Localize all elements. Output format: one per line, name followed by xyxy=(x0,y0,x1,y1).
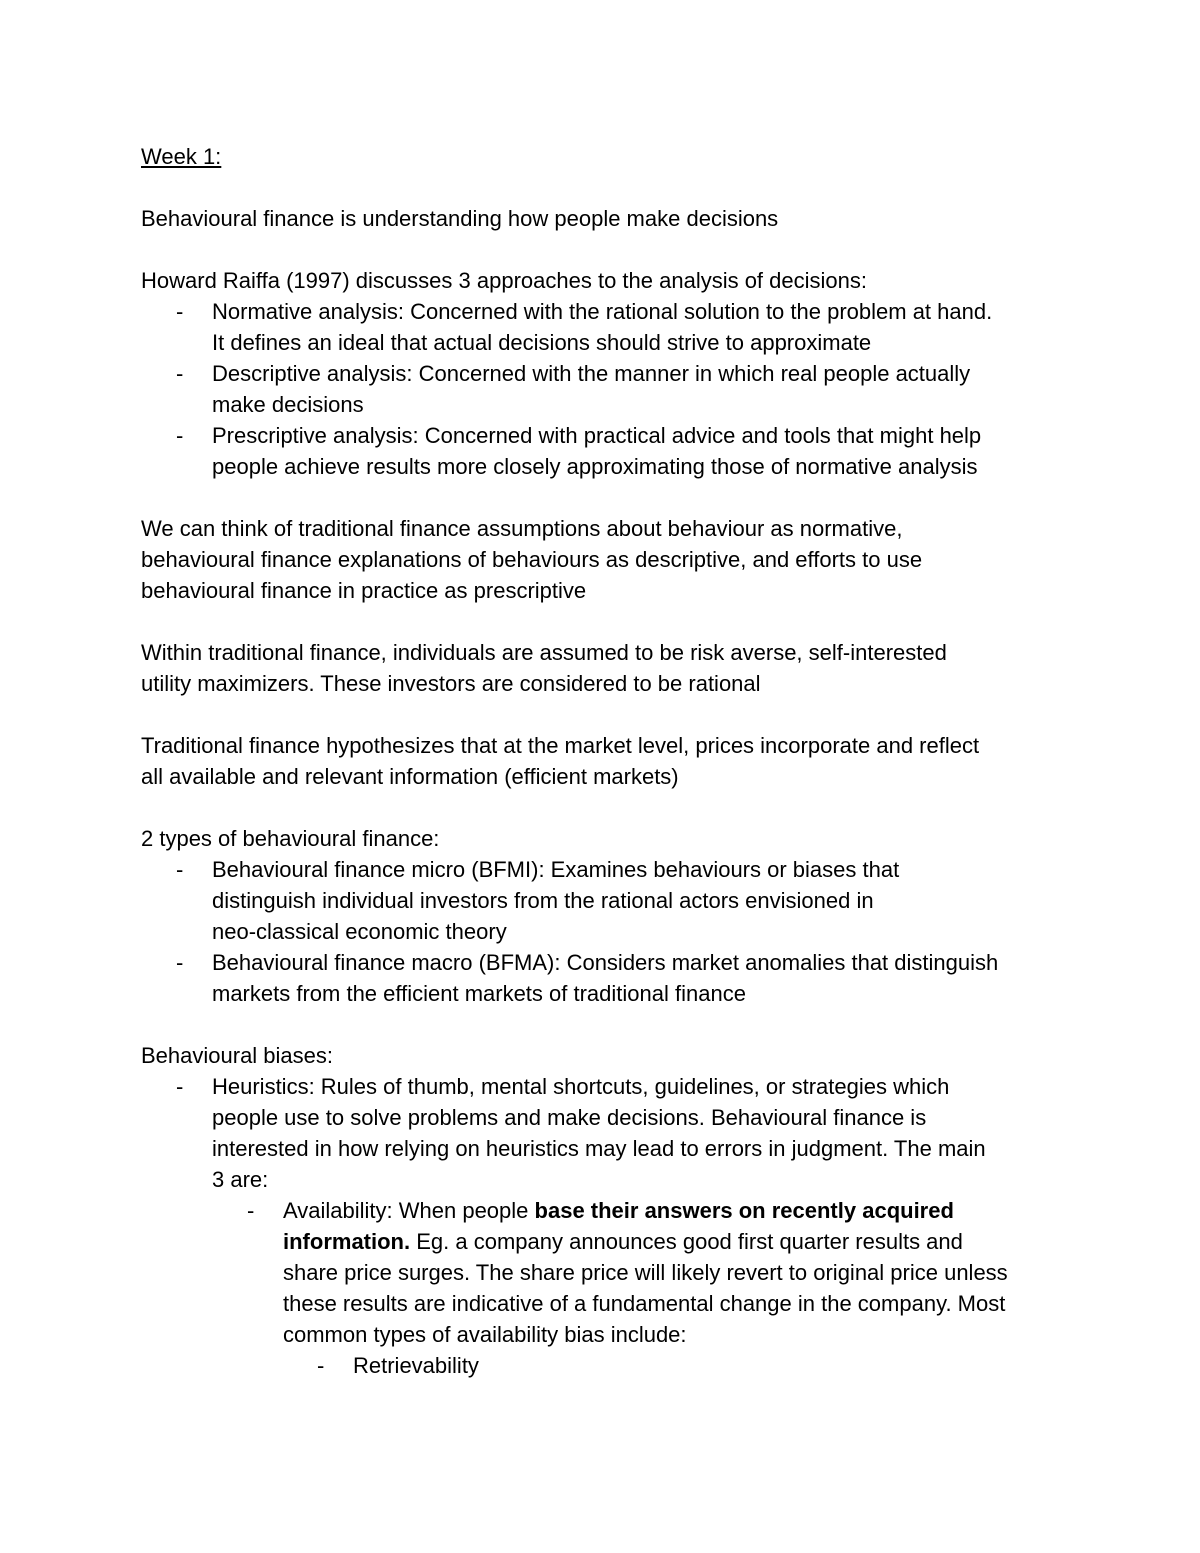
biases-list xyxy=(141,1071,1071,1381)
intro-paragraph: Behavioural finance is understanding how people make decisions xyxy=(141,206,779,231)
approaches-list xyxy=(141,296,1071,482)
efficient-markets-paragraph: Traditional finance hypothesizes that at the market level, prices incorporate and reflect all available and relevant information (efficient markets) xyxy=(141,733,980,789)
bold-text: base their answers on recently acquired xyxy=(534,1198,954,1223)
raiffa-paragraph: Howard Raiffa (1997) discusses 3 approaches to the analysis of decisions: xyxy=(141,268,867,293)
types-heading: 2 types of behavioural finance: xyxy=(141,826,440,851)
list-item: - Heuristics: Rules of thumb, mental shortcuts, guidelines, or strategies which people use to solve problems and make decisions. Behavioural finance is interested in how relying on heuristics may lead to errors in judgment. The main 3 are: xyxy=(141,1071,1071,1195)
list-item: - Descriptive analysis: Concerned with the manner in which real people actually make decisions xyxy=(141,358,1071,420)
bullet-dash: - xyxy=(176,1074,184,1099)
bullet-dash: - xyxy=(176,423,184,448)
list-item: - Prescriptive analysis: Concerned with practical advice and tools that might help people achieve results more closely approximating those of normative analysis xyxy=(141,420,1071,482)
bold-text: information. xyxy=(283,1229,411,1254)
normative-descriptive-paragraph: We can think of traditional finance assumptions about behaviour as normative, behavioural finance explanations of behaviours as descriptive, and efforts to use behavioural finance in practice as prescriptive xyxy=(141,516,923,603)
bullet-dash: - xyxy=(176,299,184,324)
traditional-finance-paragraph: Within traditional finance, individuals are assumed to be risk averse, self-interested utility maximizers. These investors are considered to be rational xyxy=(141,640,947,696)
document-page xyxy=(141,141,1071,1381)
bullet-dash: - xyxy=(176,950,184,975)
bullet-dash: - xyxy=(317,1353,325,1378)
bullet-dash: - xyxy=(176,361,184,386)
week-title: Week 1: xyxy=(141,144,222,169)
list-item: - Retrievability xyxy=(141,1350,1071,1381)
biases-heading: Behavioural biases: xyxy=(141,1043,334,1068)
list-item: - Availability: When people base their answers on recently acquired information. Eg. a company announces good first quarter results and share price surges. The share price will likely revert to original price unless these results are indicative of a fundamental change in the company. Most common types of availability bias include: xyxy=(141,1195,1071,1350)
list-item: - Normative analysis: Concerned with the rational solution to the problem at hand. It defines an ideal that actual decisions should strive to approximate xyxy=(141,296,1071,358)
list-item: - Behavioural finance micro (BFMI): Examines behaviours or biases that distinguish individual investors from the rational actors envisioned in neo-classical economic theory xyxy=(141,854,1071,947)
bullet-dash: - xyxy=(176,857,184,882)
types-list xyxy=(141,854,1071,1009)
list-item: - Behavioural finance macro (BFMA): Considers market anomalies that distinguish markets from the efficient markets of traditional finance xyxy=(141,947,1071,1009)
bullet-dash: - xyxy=(247,1198,255,1223)
